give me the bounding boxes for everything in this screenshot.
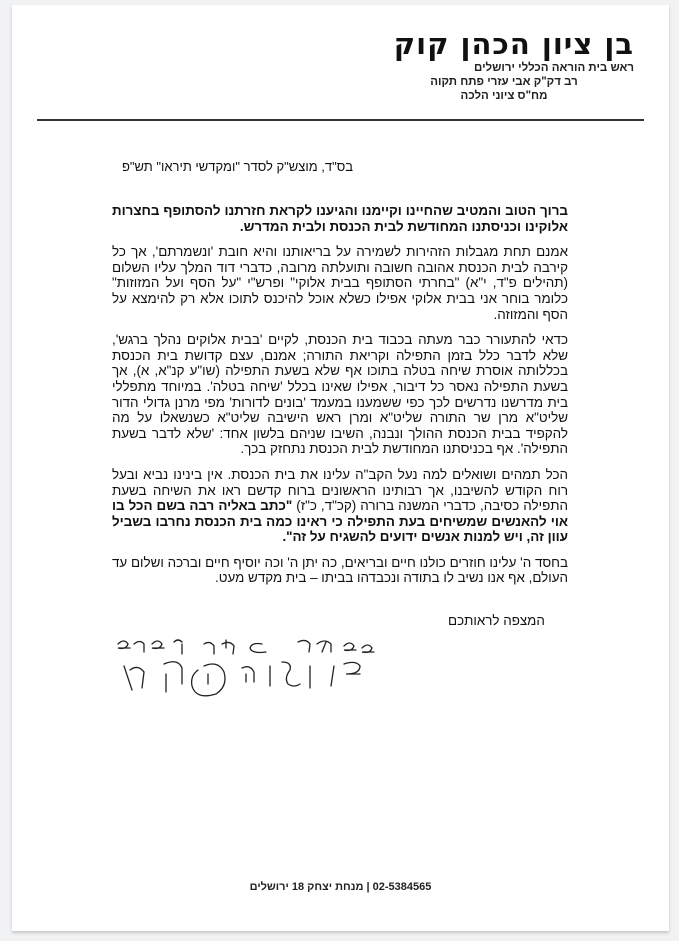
paragraph-3: כדאי להתעורר כבר מעתה בכבוד בית הכנסת, לקיים 'בבית אלוקים נהלך ברגש', שלא לדבר כלל בזמן התפילה וקריאת התורה; אמנם, עצם קדושת בית הכנסת בכללותה אוסרת שיחה בטלה בתוכו אף שלא בשעת התפילה (שו"ע קנ"א, א), אך בשעת התפילה נאסר כל דיבור, אפילו שאינו בכלל 'שיחה בטלה'. במיוחד מתפללי בית מדרשנו נדרשים לכך כפי ששמענו במעמד 'בונים לדורות' מפי מרנן גדולי הדור שליט"א מרן שר התורה שליט"א ומרן ראש הישיבה שליט"א כשנשאלו על מה להקפיד בבית הכנסת ההולך ונבנה, השיבו שניהם בלשון אחד: 'שלא לדבר בשעת התפילה'. אף בכניסתנו המחודשת לבית הכנסת נתחזק בכך. bbox=[112, 332, 568, 457]
rabbi-name: בן ציון הכהן קוק bbox=[393, 27, 634, 61]
letter-page bbox=[12, 5, 669, 931]
paragraph-4 bbox=[112, 467, 568, 545]
closing bbox=[112, 613, 568, 628]
signature-icon bbox=[112, 630, 382, 705]
paragraph-4-text: הכל תמהים ושואלים למה נעל הקב"ה עלינו את בית הכנסת. אין בינינו נביא ובעל רוח הקודש להשיבנו, אך רבותינו הראשונים ברוח קדשם ראו את השיחה בשעת התפילה כסיבה, כדברי המשנה ברורה (קכ"ד, כ"ז) bbox=[112, 466, 568, 514]
footer-contact: 02-5384565 | מנחת יצחק 18 ירושלים bbox=[249, 881, 432, 893]
paragraph-2: אמנם תחת מגבלות הזהירות לשמירה על בריאותנו והיא חובת 'ונשמרתם', אך כל קירבה לבית הכנסת אהובה חשובה ותועלתה מרובה, כדברי דוד המלך עליו השלום (תהילים פ"ד, י"א) "בחרתי הסתופף בבית אלוקי" ופרש"י "על הסף ועל המזוזות" כלומר בוחר אני בבית אלוקי אפילו כשלא אוכל להיכנס לתוכו אלא רק להימצא על הסף והמזוזה. bbox=[112, 244, 568, 322]
letterhead-title-2: רב דק"ק אבי עזרי פתח תקוה bbox=[430, 76, 578, 88]
letter-body bbox=[112, 203, 568, 596]
letterhead-title-1: ראש בית הוראה הכללי ירושלים bbox=[474, 62, 634, 74]
letterhead bbox=[374, 27, 634, 103]
closing-label: המצפה לראותכם bbox=[448, 613, 545, 628]
opening-paragraph: ברוך הטוב והמטיב שהחיינו וקיימנו והגיענו לקראת חזרתנו להסתופף בחצרות אלוקינו וכניסתנו המחודשת לבית הכנסת ולבית המדרש. bbox=[112, 203, 568, 234]
header-divider bbox=[37, 119, 644, 121]
letterhead-title-3: מח"ס ציוני הלכה bbox=[460, 90, 548, 102]
handwritten-signature bbox=[112, 630, 382, 705]
date-line: בס"ד, מוצש"ק לסדר "ומקדשי תיראו" תש"פ bbox=[121, 159, 353, 174]
paragraph-5: בחסד ה' עלינו חוזרים כולנו חיים ובריאים, כה יתן ה' וכה יוסיף חיים וברכה ושלום עד העולם, אף אנו נשיב לו בתודה ונכבדהו בביתו – בית מקדש מעט. bbox=[112, 554, 568, 586]
paragraph-4-quote: "כתב באליה רבה בשם הכל בו אוי להאנשים שמשיחים בעת התפילה כי ראינו כמה בית הכנסת נחרבו בשביל עוון זה, ויש למנות אנשים ידועים להשגיח על זה". bbox=[112, 498, 568, 545]
